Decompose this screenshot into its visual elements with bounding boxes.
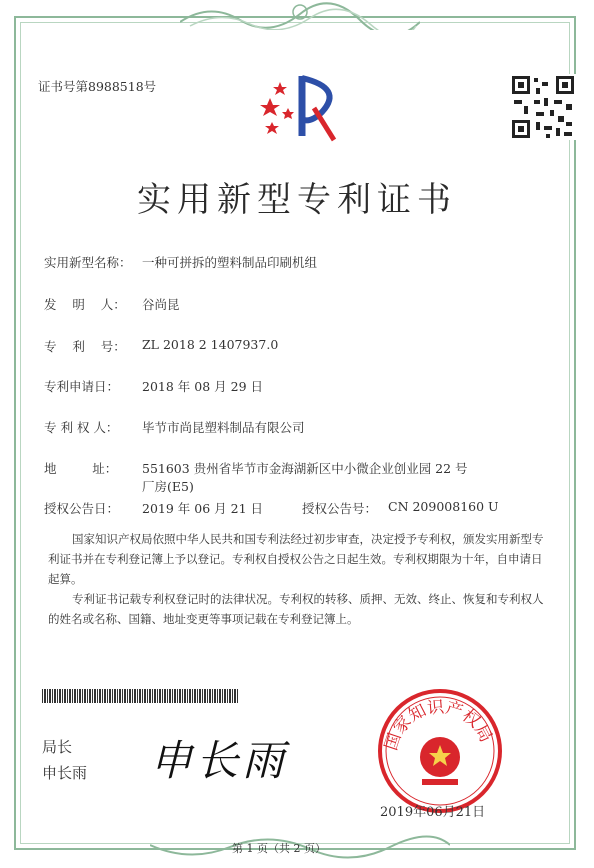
utility-model-name-label: 实用新型名称： <box>44 255 132 270</box>
top-ornament <box>180 0 420 30</box>
seal-text: 国家知识产权局 <box>381 697 496 753</box>
inventor-value: 谷尚昆 <box>142 297 180 312</box>
address-label: 地 址： <box>44 461 118 476</box>
page-indicator: 第 1 页（共 2 页） <box>232 842 326 855</box>
inventor-label: 发 明 人： <box>44 297 126 312</box>
signatory-title: 局长 <box>42 738 73 756</box>
grant-number-label: 授权公告号： <box>302 501 378 516</box>
patentee-label: 专 利 权 人： <box>44 420 119 435</box>
signatory-name: 申长雨 <box>42 764 88 782</box>
grant-statement-paragraph: 国家知识产权局依照中华人民共和国专利法经过初步审查，决定授予专利权，颁发实用新型专利证书并在专利登记簿上予以登记。专利权自授权公告之日起生效。专利权期限为十年，自申请日起算。 <box>48 532 544 586</box>
patent-number-value: ZL 2018 2 1407937.0 <box>142 337 279 352</box>
certificate-title: 实用新型专利证书 <box>137 180 457 220</box>
address-value-line2: 厂房(E5) <box>142 479 194 494</box>
patentee-value: 毕节市尚昆塑料制品有限公司 <box>142 420 305 435</box>
legal-status-paragraph: 专利证书记载专利权登记时的法律状况。专利权的转移、质押、无效、终止、恢复和专利权人的姓名或名称、国籍、地址变更等事项记载在专利登记簿上。 <box>48 592 544 626</box>
grant-number-value: CN 209008160 U <box>388 499 499 514</box>
grant-date-label: 授权公告日： <box>44 501 120 516</box>
official-seal-icon <box>374 685 506 817</box>
barcode <box>42 689 238 703</box>
cnipa-logo-icon <box>252 68 352 148</box>
handwritten-signature: 申长雨 <box>150 736 289 785</box>
patent-number-label: 专 利 号： <box>44 339 126 354</box>
certificate-number: 证书号第8988518号 <box>38 79 157 94</box>
application-date-label: 专利申请日： <box>44 379 120 394</box>
address-value-line1: 551603 贵州省毕节市金海湖新区中小微企业创业园 22 号 <box>142 461 468 476</box>
utility-model-name-value: 一种可拼拆的塑料制品印刷机组 <box>142 255 318 270</box>
grant-date-value: 2019 年 06 月 21 日 <box>142 501 263 516</box>
qr-code-icon <box>510 74 576 140</box>
application-date-value: 2018 年 08 月 29 日 <box>142 379 263 394</box>
seal-date: 2019年06月21日 <box>380 805 486 820</box>
